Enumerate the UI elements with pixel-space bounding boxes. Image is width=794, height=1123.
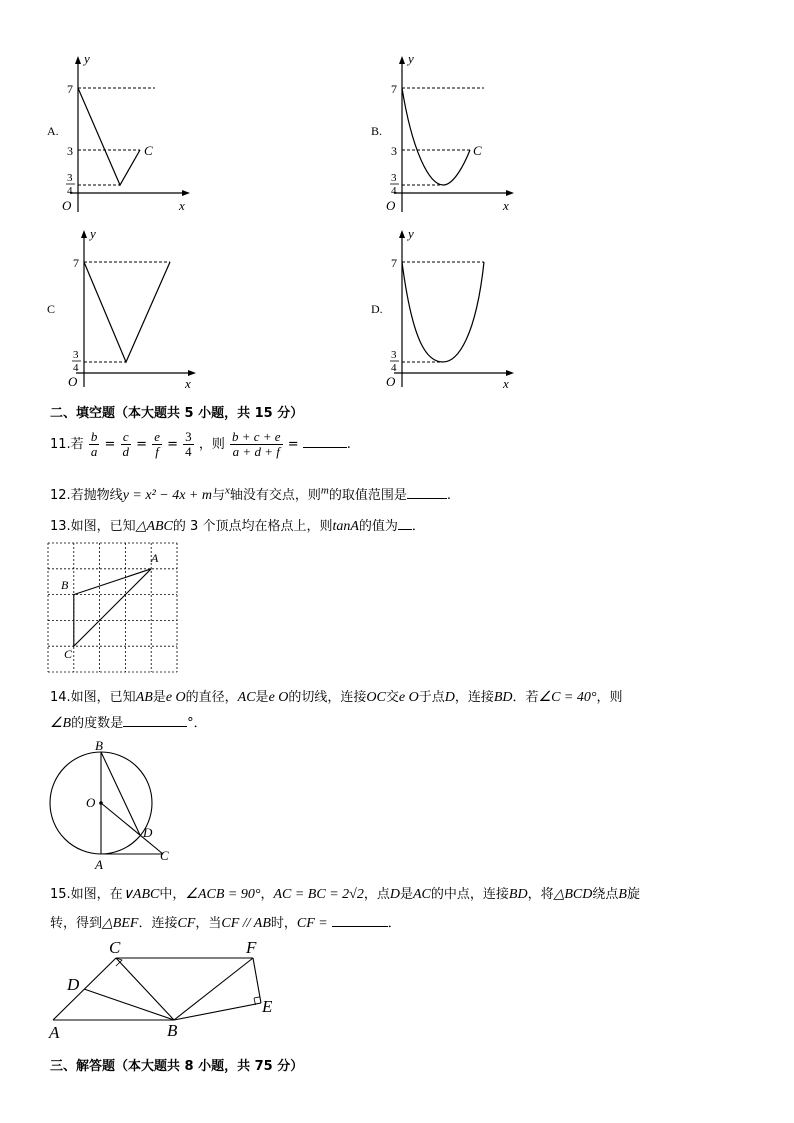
question-14-line-1: 14.如图，已知AB是e O的直径，AC是e O的切线，连接OC交e O于点D，连接BD．若∠C = 40°，则 bbox=[50, 690, 623, 705]
tick-7: 7 bbox=[67, 82, 73, 96]
y-label: y bbox=[408, 51, 414, 66]
label-b: B bbox=[95, 738, 103, 753]
y-label: y bbox=[408, 226, 414, 241]
label-c: C bbox=[64, 647, 73, 661]
x-label: x bbox=[179, 198, 185, 213]
tick-frac-den: 4 bbox=[73, 362, 79, 374]
label-b: B bbox=[167, 1021, 178, 1040]
side-cb bbox=[116, 958, 174, 1020]
option-d-label: D. bbox=[371, 302, 383, 316]
label-a: A bbox=[49, 1023, 60, 1042]
y-label: y bbox=[84, 51, 90, 66]
x-label: x bbox=[503, 376, 509, 391]
label-d: D bbox=[143, 825, 153, 840]
tick-frac-num: 3 bbox=[391, 172, 397, 184]
tick-7: 7 bbox=[391, 82, 397, 96]
label-b: B bbox=[61, 578, 69, 592]
y-label: y bbox=[90, 226, 96, 241]
tick-7: 7 bbox=[391, 256, 397, 270]
label-o: O bbox=[86, 795, 96, 810]
label-c: C bbox=[160, 848, 169, 863]
label-f: F bbox=[246, 938, 257, 957]
origin-label: O bbox=[68, 374, 78, 389]
tick-frac-den: 4 bbox=[391, 185, 397, 197]
question-14-line-2: ∠B的度数是 °． bbox=[50, 716, 207, 731]
origin-label: O bbox=[386, 198, 396, 213]
label-a: A bbox=[95, 857, 103, 872]
tick-frac-num: 3 bbox=[73, 349, 79, 361]
option-c-label: C bbox=[47, 302, 56, 316]
origin-label: O bbox=[62, 198, 72, 213]
question-15-line-2: 转，得到△BEF．连接CF，当CF // AB时，CF = ． bbox=[50, 916, 401, 931]
tick-frac-den: 4 bbox=[391, 362, 397, 374]
x-label: x bbox=[185, 376, 191, 391]
segment-fe bbox=[253, 958, 261, 1003]
tick-frac-den: 4 bbox=[67, 185, 73, 197]
segment-bf bbox=[174, 958, 253, 1020]
tick-3: 3 bbox=[67, 144, 73, 158]
tick-frac-num: 3 bbox=[67, 172, 73, 184]
label-c: C bbox=[109, 938, 121, 957]
x-label: x bbox=[503, 198, 509, 213]
label-a: A bbox=[151, 551, 159, 565]
section-3-title: 三、解答题（本大题共 8 小题，共 75 分） bbox=[50, 1059, 304, 1074]
question-13: 13.如图，已知△ABC的 3 个顶点均在格点上，则tanA的值为 ． bbox=[50, 519, 425, 534]
tick-3: 3 bbox=[391, 144, 397, 158]
option-b-label: B. bbox=[371, 124, 383, 138]
label-e: E bbox=[262, 997, 273, 1016]
question-15-line-1: 15.如图，在∨ABC中，∠ACB = 90°，AC = BC = 2√2，点D是AC的中点，连接BD，将△BCD绕点B旋 bbox=[50, 887, 640, 902]
tick-7: 7 bbox=[73, 256, 79, 270]
section-2-title: 二、填空题（本大题共 5 小题，共 15 分） bbox=[50, 406, 304, 421]
segment-be bbox=[174, 1003, 261, 1020]
question-12: 12.若抛物线y = x² − 4x + m与$^x$轴没有交点，则$^m$的取值范围是 . bbox=[50, 484, 452, 503]
option-a-label: A. bbox=[47, 124, 59, 138]
point-c-label: C bbox=[473, 143, 482, 158]
tick-frac-num: 3 bbox=[391, 349, 397, 361]
segment-bd bbox=[84, 989, 174, 1020]
label-d: D bbox=[67, 975, 80, 994]
point-c-label: C bbox=[144, 143, 153, 158]
right-angle-e bbox=[254, 997, 260, 998]
origin-label: O bbox=[386, 374, 396, 389]
question-11: 11.若 $\frac{b}{a}$ = $\frac{c}{d}$ = $\frac{e}{f}$ = $\frac{3}{4}$ ，则 $\frac{b + c + e}{a + d + f}$ = . bbox=[50, 429, 351, 459]
